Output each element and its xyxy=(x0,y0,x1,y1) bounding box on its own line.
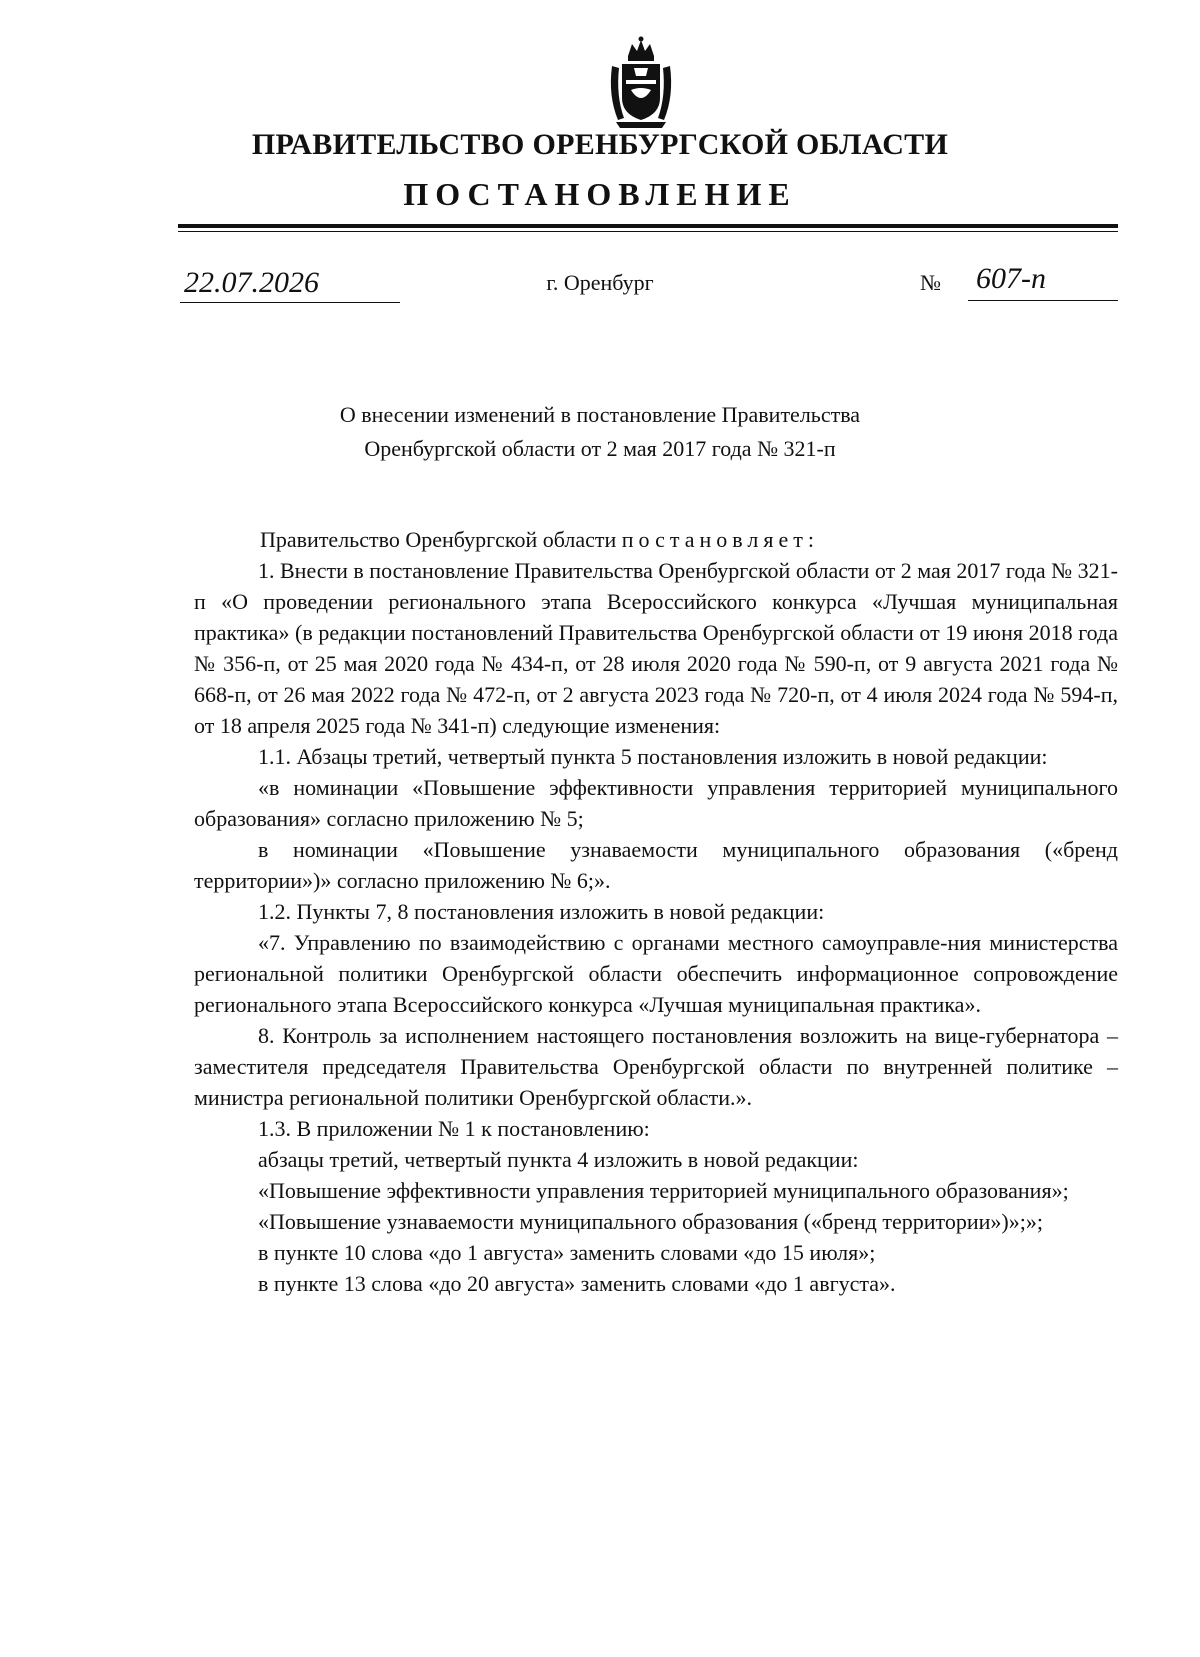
organization-title: ПРАВИТЕЛЬСТВО ОРЕНБУРГСКОЙ ОБЛАСТИ xyxy=(251,128,949,161)
number-underline xyxy=(968,300,1118,301)
body-paragraph: «7. Управлению по взаимодействию с органами местного самоуправле-ния министерства региональной политики Оренбургской области обеспечить информационное сопровождение регионального этапа Всероссийского конкурса «Лучшая муниципальная практика». xyxy=(194,930,1118,1017)
body-paragraph: «Повышение узнаваемости муниципального образования («бренд территории»)»;»; xyxy=(258,1209,1043,1234)
body-paragraph: 8. Контроль за исполнением настоящего постановления возложить на вице-губернатора – заместителя председателя Правительства Оренбургской области по внутренней политике – министра региональной политики Оренбургской области.». xyxy=(194,1023,1118,1110)
document-city: г. Оренбург xyxy=(546,270,654,295)
document-body xyxy=(194,524,1118,1299)
body-paragraph: «Повышение эффективности управления территорией муниципального образования»; xyxy=(258,1178,1069,1203)
body-paragraph: в пункте 13 слова «до 20 августа» заменить словами «до 1 августа». xyxy=(258,1271,896,1296)
body-paragraph: 1.2. Пункты 7, 8 постановления изложить в новой редакции: xyxy=(258,899,825,924)
decree-intro xyxy=(194,524,1118,555)
header-divider-thin xyxy=(178,231,1118,232)
document-subject xyxy=(0,398,1200,466)
orenburg-coat-of-arms-icon xyxy=(606,36,676,132)
body-paragraph: «в номинации «Повышение эффективности управления территорией муниципального образования» согласно приложению № 5; xyxy=(194,775,1118,831)
date-underline xyxy=(180,302,400,303)
header-divider-thick xyxy=(178,224,1118,228)
decree-intro-prefix: Правительство Оренбургской области xyxy=(260,527,617,552)
body-paragraph: в пункте 10 слова «до 1 августа» заменить словами «до 15 июля»; xyxy=(258,1240,876,1265)
document-number-field xyxy=(918,262,1118,306)
decree-intro-verb: постановляет: xyxy=(621,527,819,552)
subject-line-1: О внесении изменений в постановление Правительства xyxy=(339,402,861,427)
document-type-title: ПОСТАНОВЛЕНИЕ xyxy=(403,176,797,212)
number-sign: № xyxy=(920,270,941,295)
body-paragraph: 1. Внести в постановление Правительства Оренбургской области от 2 мая 2017 года № 321-п «О проведении регионального этапа Всероссийского конкурса «Лучшая муниципальная практика» (в редакции постановлений Правительства Оренбургской области от 19 июня 2018 года № 356-п, от 25 мая 2020 года № 434-п, от 28 июля 2020 года № 590-п, от 9 августа 2021 года № 668-п, от 26 мая 2022 года № 472-п, от 2 августа 2023 года № 720-п, от 4 июля 2024 года № 594-п, от 18 апреля 2025 года № 341-п) следующие изменения: xyxy=(194,558,1118,738)
document-date: 22.07.2026 xyxy=(184,266,319,299)
document-number: 607-п xyxy=(976,262,1046,295)
body-paragraph: 1.1. Абзацы третий, четвертый пункта 5 постановления изложить в новой редакции: xyxy=(258,744,1048,769)
body-paragraph: абзацы третий, четвертый пункта 4 изложить в новой редакции: xyxy=(258,1147,859,1172)
subject-line-2: Оренбургской области от 2 мая 2017 года № 321-п xyxy=(364,436,836,461)
body-paragraph: в номинации «Повышение узнаваемости муниципального образования («бренд территории»)» согласно приложению № 6;». xyxy=(194,837,1118,893)
body-paragraph: 1.3. В приложении № 1 к постановлению: xyxy=(258,1116,650,1141)
